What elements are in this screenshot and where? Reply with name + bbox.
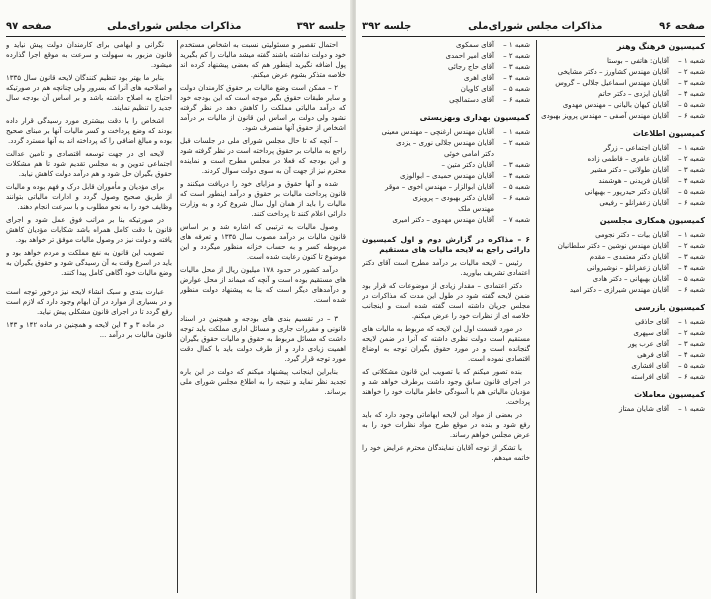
member-names: آقایان فریدنی – هوشمند [598,177,669,185]
committee-member-row [537,328,705,338]
member-names: آقایان: هاتفی – بوستا [606,57,669,65]
right-page-session: جلسه ۳۹۲ [362,20,412,32]
committee-member-row [537,274,705,284]
left-page-right-column [180,40,346,595]
paragraph: لایحه ای در جهت توسعه اقتصادی و تامین عدالت اجتماعی تدوین و به مجلس تقدیم شود تا هم مشکلات حقوق بگیران حل شود و هم درآمد دولت کاهش نیابد. [6,150,172,178]
committee-title: کمیسیون معاملات [634,390,705,399]
committee-member-row [537,111,705,121]
branch-number: شعبه ۳ – [503,63,530,71]
member-names: آقای عرب پور [628,340,669,348]
paragraph: در مورد قسمت اول این لایحه که مربوط به مالیات های مستقیم است دولت نظری داشته که آنرا در ضمن لایحه گنجانده است و در مورد حقوق بگیران توجه به اوضاع اقتصادی نموده است. [362,325,530,363]
paragraph: ۲ – ممکن است وضع مالیات بر حقوق کارمندان دولت و سایر طبقات حقوق بگیر موجه است که این بودجه خود که درآمد مالیاتی مملکت را کاهش دهد در نظر گرفته نشود ولی دولت بر اساس این قانون از مالیات بر درآمد اشخاص از حقوق آنها منصرف شود. [180,84,346,132]
paragraph: در بعضی از مواد این لایحه ابهاماتی وجود دارد که باید رفع شود و بنده در موقع طرح مواد نظرات خود را به عرض مجلس خواهم رساند. [362,411,530,439]
committee-member-row [537,176,705,186]
right-page-number: صفحه ۹۶ [659,20,705,32]
member-names: آقایان مهندس شیرازی – دکتر امید [569,286,669,294]
branch-number [500,204,530,214]
member-names: آقایان مهندس کشاورز – دکتر مشایخی [557,68,669,76]
paragraph: – آنچه که تا حال مجلس شورای ملی در جلسات قبل راجع به مالیات بر حقوق پرداخته است در نظر گرفته شود و این بودجه که فعلا در مجلس مطرح است و نماینده محترم نیز از جهت آن به سوی دولت سوال کردند. [180,137,346,175]
member-names: آقای اهری [463,74,494,82]
member-names: آقایان زعفرانلو – نوشیروانی [586,264,669,272]
branch-number: شعبه ۶ – [503,96,530,104]
committee-member-row [362,95,530,105]
branch-number: شعبه ۴ – [678,351,705,359]
committee-member-row [537,285,705,295]
member-names: آقایان اجتماعی – زرگر [603,144,669,152]
committee-member-row [362,40,530,50]
member-names: آقایان مهندس آصفی – مهندس پرویز بهبودی [541,112,669,120]
member-names: آقایان ابوالزار – مهندس اخوی – موقر [384,183,494,191]
committee-member-row [362,138,530,148]
committee-member-row [537,404,705,414]
paragraph: در صورتیکه بنا بر مراتب فوق عمل شود و اجرای قانون با دقت کامل همراه باشد شکایات مؤدیان کاهش یافته و دولت نیز در وصول مالیات موفق تر خواهد بود. [6,216,172,244]
branch-number: شعبه ۱ – [678,231,705,239]
committee-member-row [362,171,530,181]
branch-number: شعبه ۱ – [678,318,705,326]
member-names: آقایان مهندس اسماعیل جلالی – گروس [555,79,669,87]
right-page-title: مذاکرات مجلس شورای‌ملی [468,20,603,32]
committee-member-row [362,160,530,170]
committee-member-row [537,372,705,382]
branch-number: شعبه ۴ – [678,90,705,98]
branch-number: شعبه ۱ – [678,144,705,152]
paragraph: درآمد کشور در حدود ۱۷۸ میلیون ریال از محل مالیات های مستقیم بوده است و آنچه که میماند از محل عوارض و درآمدهای دیگر است که بنا به پیشنهاد دولت منظور شده است. [180,266,346,304]
branch-number: شعبه ۳ – [678,166,705,174]
committee-member-row [537,263,705,273]
member-names: آقایان مهندس حمیدی – ابوالوزی [399,172,494,180]
committee-member-row [537,198,705,208]
branch-number: شعبه ۷ – [503,216,530,224]
committee-title: کمیسیون بازرسی [634,303,705,312]
member-names: آقایان دکتر معتمدی – مقدم [589,253,669,261]
paragraph: رئیس – لایحه مالیات بر درآمد مطرح است آقای دکتر اعتمادی تشریف بیاورید. [362,259,530,277]
paragraph: تصویب این قانون به نفع مملکت و مردم خواهد بود و باید در اسرع وقت به آن رسیدگی شود و حقوق بگیران به وضع مالیات خود آگاهی کامل پیدا کنند. [6,249,172,277]
paragraph: بنابر ما بهتر بود تنظیم کنندگان لایحه قانون سال ۱۳۳۵ و اصلاحیه های آنرا که بسرور ولی چنانچه هم در صورتیکه احتیاج به اصلاح داشته باشد و بر اساس آن بودجه سال جدید را تنظیم نمایند. [6,74,172,112]
committee-member-row [537,187,705,197]
member-names: آقایان بیات – دکتر نجومی [595,231,669,239]
branch-number: شعبه ۵ – [678,101,705,109]
branch-number: شعبه ۲ – [678,155,705,163]
branch-number: شعبه ۵ – [678,188,705,196]
left-page-left-column [6,40,172,595]
member-names: آقایان دکتر حیدرپور – بهبهانی [584,188,669,196]
committee-member-row [362,51,530,61]
member-names: آقایان طولانی – دکتر مشیر [590,166,669,174]
branch-number: شعبه ۵ – [678,362,705,370]
member-names: آقای افراسته [631,373,669,381]
member-names: آقای فرهی [637,351,669,359]
member-names: آقای حاذقی [635,318,669,326]
committee-title: کمیسیون فرهنگ وهنر [616,42,705,51]
committee-member-row [537,89,705,99]
committee-title: کمیسیون اطلاعات [632,129,705,138]
branch-number: شعبه ۶ – [678,199,705,207]
left-page-session: جلسه ۳۹۲ [296,20,346,32]
paragraph: وصول مالیات به ترتیبی که اشاره شد و بر اساس قانون مالیات بر درآمد مصوب سال ۱۳۳۵ و تعرفه های مربوطه کسر و به حساب خزانه منظور میگردد و این موضوع تا کنون رعایت شده است. [180,223,346,261]
branch-number: شعبه ۶ – [678,373,705,381]
branch-number: شعبه ۴ – [678,264,705,272]
branch-number: شعبه ۲ – [503,52,530,60]
branch-number: شعبه ۲ – [503,139,530,147]
right-page [356,0,711,599]
branch-number: شعبه ۳ – [678,253,705,261]
member-names: دکتر امامی خوئی [443,150,494,158]
right-page-header [362,18,705,37]
paragraph: در ماده ۳ و ۴ این لایحه و همچنین در ماده ۱۴۲ و ۱۴۳ قانون مالیات بر درآمد ... [6,321,172,339]
branch-number: شعبه ۵ – [503,85,530,93]
member-names: آقای افشاری [631,362,669,370]
committee-member-row [362,193,530,203]
committee-member-row [537,56,705,66]
paragraph: نگرانی و ابهامی برای کارمندان دولت پیش نیاید و قانون مزبور به سهولت و سرعت به موقع اجرا گذارده میشود. [6,41,172,69]
branch-number: شعبه ۶ – [678,286,705,294]
member-names: آقای سمکوی [455,41,494,49]
committee-member-row [537,67,705,77]
branch-number: شعبه ۶ – [503,194,530,202]
column-divider [177,40,178,593]
left-page-header [6,18,346,37]
branch-number: شعبه ۳ – [678,340,705,348]
member-names: آقای کاویان [460,85,494,93]
member-names: آقایان مهندس ارغنچی – مهندس معینی [381,128,494,136]
member-names: آقای دستمالچی [449,96,494,104]
paragraph: اشخاص را با دقت بیشتری مورد رسیدگی قرار داده بودند که وضع پرداخت و کسر مالیات آنها بر مبنای صحیح بوده و مبالغ اضافی را که پرداخته اند به آنها مسترد گردد. [6,117,172,145]
member-names: آقایان عامری – فاطمی زاده [587,155,669,163]
branch-number: شعبه ۴ – [503,74,530,82]
paragraph: بنده تصور میکنم که با تصویب این قانون مشکلاتی که در اجرای قانون سابق وجود داشت برطرف خواهد شد و مؤدیان مالیاتی هم با آسودگی خاطر مالیات خود را خواهند پرداخت. [362,368,530,406]
branch-number: شعبه ۵ – [503,183,530,191]
committee-member-row [362,62,530,72]
committee-member-row [537,241,705,251]
committee-member-row [537,252,705,262]
right-page-left-column [362,40,530,595]
left-page-title: مذاکرات مجلس شورای‌ملی [107,20,242,32]
branch-number: شعبه ۲ – [678,242,705,250]
committee-member-row [362,73,530,83]
branch-number: شعبه ۴ – [503,172,530,180]
paragraph: با تشکر از توجه آقایان نمایندگان محترم عرایض خود را خاتمه میدهم. [362,444,530,462]
member-names: آقایان ایزدی – دکتر حاتم [598,90,669,98]
member-names: مهندس ملک [458,205,494,213]
member-names: آقایان مهندس مهدوی – دکتر امیری [392,216,494,224]
committee-member-row [362,149,530,159]
column-divider [536,40,537,593]
member-names: آقایان مهندس نوشین – دکتر سلطانیان [557,242,669,250]
branch-number: شعبه ۳ – [678,79,705,87]
right-page-right-column [537,40,705,595]
left-page-number: صفحه ۹۷ [6,20,52,32]
branch-number: شعبه ۵ – [678,275,705,283]
branch-number: شعبه ۱ – [503,128,530,136]
committee-member-row [537,165,705,175]
committee-member-row [537,350,705,360]
branch-number: شعبه ۱ – [503,41,530,49]
branch-number: شعبه ۱ – [678,57,705,65]
member-names: آقای امیر احمدی [445,52,494,60]
committee-member-row [537,230,705,240]
branch-number [500,149,530,159]
member-names: آقایان دکتر بهبودی – پرویزی [412,194,494,202]
paragraph: احتمال تقصیر و مسئولیتی نسبت به اشخاص مستخدم خود و دولت نداشته باشند گفته میشد مالیات را کم بگیرید پول اضافه نگیرید اینطور هم که بعضی پیشنهاد کرده اند خلاصه متذکر بشوم عرض میکنم. [180,41,346,79]
paragraph: برای مؤدیان و مأموران قابل درک و فهم بوده و مالیات از طریق صحیح وصول گردد و ادارات مالیاتی بتوانند وظایف خود را به نحو مطلوب و با سرعت انجام دهند. [6,183,172,211]
member-names: آقایان بهبهانی – دکتر هادی [592,275,669,283]
committee-member-row [362,182,530,192]
paragraph: ۳ – در تقسیم بندی های بودجه و همچنین در اسناد قانونی و مقررات جاری و مسائل اداری مملکت باید توجه داشت که مسائل مربوط به حقوق و مالیات حقوق بگیران اهمیت زیادی دارد و از طرف دولت باید با کمال دقت مورد توجه قرار گیرد. [180,315,346,363]
branch-number: شعبه ۳ – [503,161,530,169]
committee-member-row [537,361,705,371]
member-names: آقای شایان ممتاز [619,405,669,413]
member-names: آقایان مهندس جلالی نوری – یزدی [396,139,494,147]
branch-number: شعبه ۲ – [678,329,705,337]
branch-number: شعبه ۴ – [678,177,705,185]
member-names: آقایان کیهان بالیانی – مهندس مهدوی [562,101,669,109]
member-names: آقای حاج رجائی [448,63,494,71]
branch-number: شعبه ۶ – [678,112,705,120]
agenda-heading: ۶ – مذاکره در گزارش دوم و اول کمیسیون دارائی راجع به لایحه مالیات های مستقیم [362,235,530,254]
committee-member-row [362,215,530,225]
committee-member-row [537,339,705,349]
committee-member-row [537,317,705,327]
member-names: آقایان دکتر متین – [441,161,494,169]
committee-title: کمیسیون همکاری مجلسین [599,216,705,225]
paragraph: بنابراین اینجانب پیشنهاد میکنم که دولت در این باره تجدید نظر نماید و نتیجه را به اطلاع مجلس شورای ملی برساند. [180,368,346,396]
branch-number: شعبه ۱ – [678,405,705,413]
committee-member-row [362,204,530,214]
committee-member-row [362,127,530,137]
committee-member-row [537,78,705,88]
committee-member-row [362,84,530,94]
paragraph: عبارت بندی و سبک انشاء لایحه نیز درخور توجه است و در بسیاری از موارد در آن ابهام وجود دارد که لازم است رفع گردد تا در اجرای قانون مشکلی پیش نیاید. [6,288,172,316]
committee-member-row [537,154,705,164]
committee-member-row [537,143,705,153]
committee-lists [362,40,530,231]
committee-title: کمیسیون بهداری وبهزیستی [419,113,530,122]
committee-member-row [537,100,705,110]
paragraph: شده و آنها حقوق و مزایای خود را دریافت میکنند و قانون پرداخت مالیات بر حقوق و درآمد اینطور است که مالیات را باید از همان اول سال شروع کرد و به وزارت دارائی اعلام کنند تا پرداخت کنند. [180,180,346,218]
member-names: آقایان زعفرانلو – رفیعی [599,199,669,207]
paragraph: دکتر اعتمادی – مقدار زیادی از موضوعات که قرار بود ضمن لایحه گفته شود در طول این مدت که مذاکرات در مجلس جریان داشته است گفته شده است و اینجانب خلاصه ای از نظرات خود را عرض میکنم. [362,282,530,320]
left-page [0,0,352,599]
member-names: آقای سپهری [633,329,669,337]
branch-number: شعبه ۲ – [678,68,705,76]
